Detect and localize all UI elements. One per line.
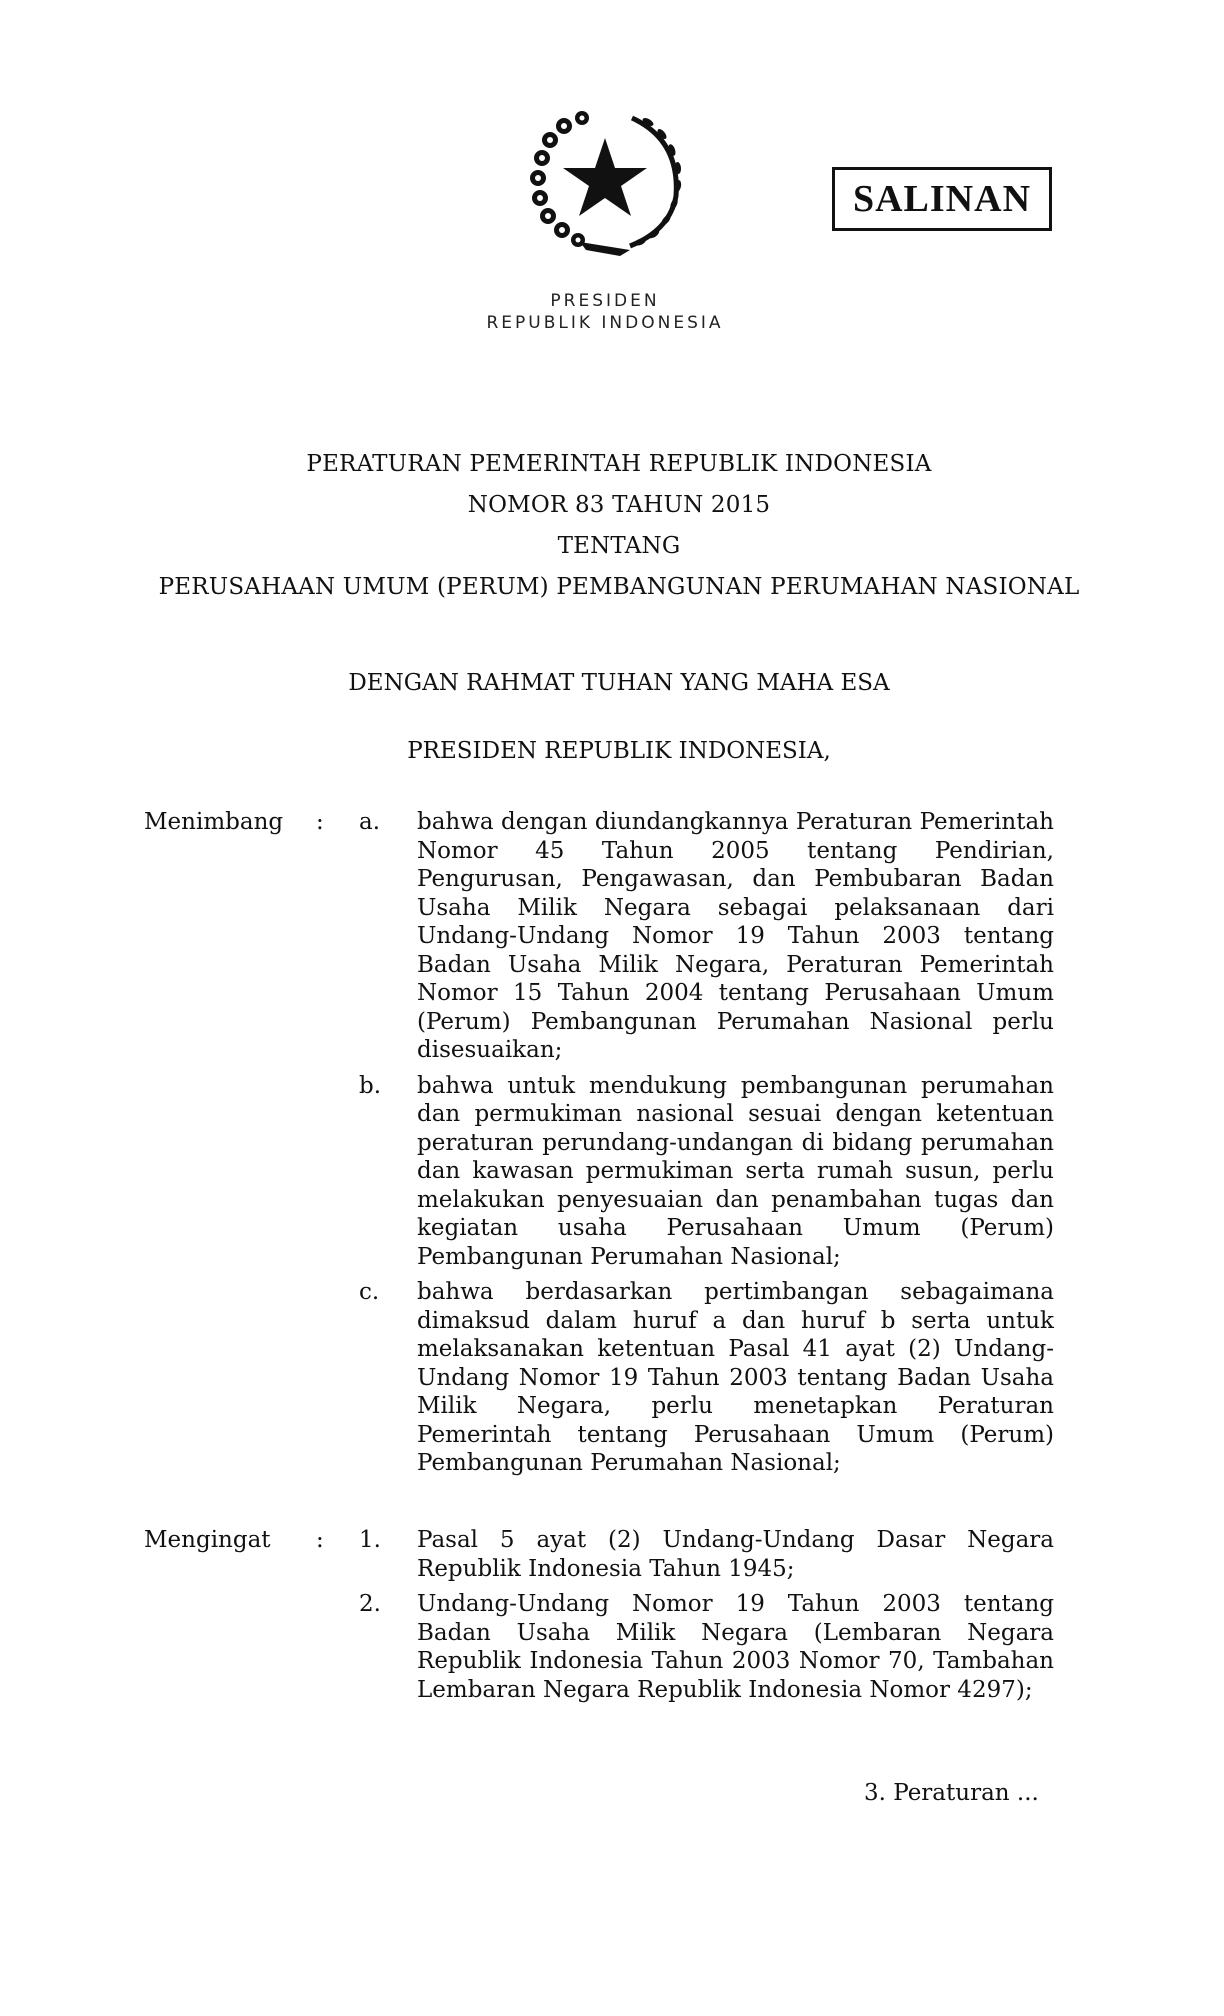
regulation-title — [0, 444, 1224, 608]
menimbang-item — [144, 808, 1054, 1065]
mengingat-colon: : — [316, 1527, 324, 1553]
presidential-emblem-icon — [520, 100, 690, 260]
title-line-1: PERATURAN PEMERINTAH REPUBLIK INDONESIA — [306, 451, 932, 477]
menimbang-colon: : — [316, 809, 324, 835]
title-line-2: NOMOR 83 TAHUN 2015 — [467, 492, 771, 518]
item-marker: c. — [359, 1279, 380, 1305]
item-marker: b. — [359, 1072, 382, 1099]
item-text: bahwa untuk mendukung pembangunan perumahan dan permukiman nasional sesuai dengan ketentuan peraturan perundang-undangan di bidang perumahan dan kawasan permukiman serta rumah susun, perlu melakukan penyesuaian dan penambahan tugas dan kegiatan usaha Perusahaan Umum (Perum) Pembangunan Perumahan Nasional; — [417, 1072, 1054, 1270]
president-label-line-1: PRESIDEN — [550, 291, 660, 311]
title-line-4: PERUSAHAAN UMUM (PERUM) PEMBANGUNAN PERUMAHAN NASIONAL — [158, 574, 1080, 600]
item-text: bahwa berdasarkan pertimbangan sebagaimana dimaksud dalam huruf a dan huruf b serta untuk melaksanakan ketentuan Pasal 41 ayat (2) Undang-Undang Nomor 19 Tahun 2003 tentang Badan Usaha Milik Negara, perlu menetapkan Peraturan Pemerintah tentang Perusahaan Umum (Perum) Pembangunan Perumahan Nasional; — [417, 1279, 1054, 1476]
menimbang-section — [144, 808, 1054, 1485]
item-marker: 1. — [359, 1527, 381, 1553]
president-line: PRESIDEN REPUBLIK INDONESIA, — [407, 738, 831, 764]
star-wreath-icon — [520, 100, 690, 260]
menimbang-label: Menimbang — [144, 809, 284, 835]
salinan-stamp: SALINAN — [832, 167, 1052, 231]
mengingat-section — [144, 1526, 1054, 1711]
item-marker: a. — [359, 809, 381, 835]
president-label-line-2: REPUBLIK INDONESIA — [486, 313, 724, 333]
blessing-line: DENGAN RAHMAT TUHAN YANG MAHA ESA — [348, 670, 890, 696]
page-continuation: 3. Peraturan ... — [864, 1780, 1039, 1806]
item-text: Pasal 5 ayat (2) Undang-Undang Dasar Negara Republik Indonesia Tahun 1945; — [417, 1527, 1054, 1582]
mengingat-item — [144, 1590, 1054, 1704]
item-text: Undang-Undang Nomor 19 Tahun 2003 tentang Badan Usaha Milik Negara (Lembaran Negara Republik Indonesia Tahun 2003 Nomor 70, Tambahan Lembaran Negara Republik Indonesia Nomor 4297); — [417, 1591, 1054, 1703]
mengingat-item — [144, 1526, 1054, 1583]
menimbang-item — [144, 1072, 1054, 1272]
title-line-3: TENTANG — [557, 533, 681, 559]
menimbang-item — [144, 1278, 1054, 1478]
item-marker: 2. — [359, 1591, 381, 1617]
mengingat-label: Mengingat — [144, 1527, 271, 1553]
president-label — [440, 290, 770, 334]
item-text: bahwa dengan diundangkannya Peraturan Pemerintah Nomor 45 Tahun 2005 tentang Pendirian, Pengurusan, Pengawasan, dan Pembubaran Badan Usaha Milik Negara sebagai pelaksanaan dari Undang-Undang Nomor 19 Tahun 2003 tentang Badan Usaha Milik Negara, Peraturan Pemerintah Nomor 15 Tahun 2004 tentang Perusahaan Umum (Perum) Pembangunan Perumahan Nasional perlu disesuaikan; — [417, 809, 1054, 1063]
